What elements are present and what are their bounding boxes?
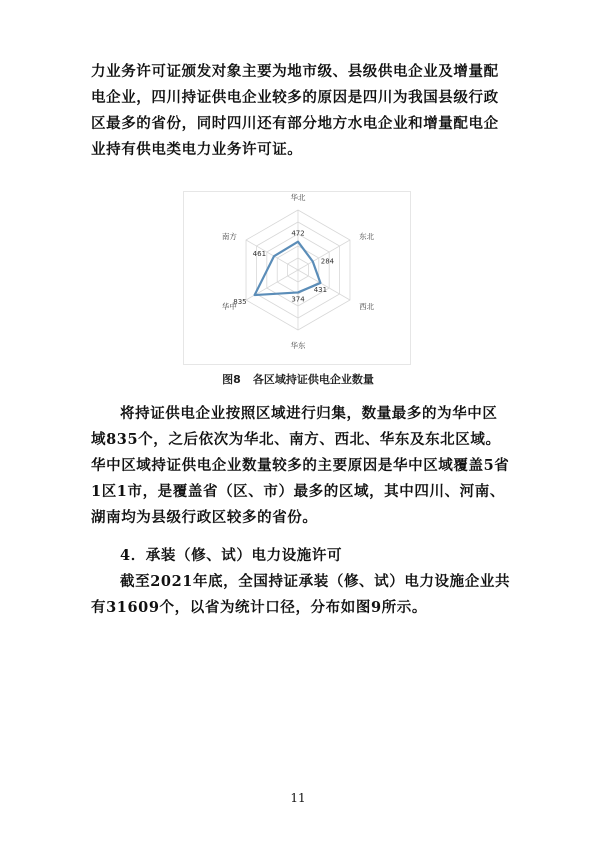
figure-caption bbox=[0, 371, 596, 387]
grid-spoke bbox=[298, 240, 350, 270]
axis-label: 华东 bbox=[290, 341, 306, 350]
paragraph-installation: 截至2021年底，全国持证承装（修、试）电力设施企业共有31609个，以省为统计口径，分布如图9所示。 bbox=[91, 573, 511, 616]
data-label: 472 bbox=[291, 229, 305, 238]
data-label: 284 bbox=[320, 257, 335, 266]
axis-label: 华北 bbox=[290, 193, 306, 202]
figure-title: 各区域持证供电企业数量 bbox=[252, 373, 374, 386]
radar-chart-svg bbox=[184, 192, 410, 364]
data-label: 835 bbox=[233, 298, 247, 307]
radar-chart bbox=[183, 191, 411, 365]
axis-label: 南方 bbox=[221, 232, 237, 241]
paragraph-intro: 力业务许可证颁发对象主要为地市级、县级供电企业及增量配电企业，四川持证供电企业较多的原因是四川为我国县级行政区最多的省份，同时四川还有部分地方水电企业和增量配电企业持有供电类电力业务许可证。 bbox=[91, 63, 499, 158]
data-label: 374 bbox=[291, 295, 305, 304]
axis-label: 华中 bbox=[221, 302, 237, 311]
figure-number: 图8 bbox=[222, 373, 241, 386]
data-label: 431 bbox=[313, 285, 328, 294]
axis-label: 东北 bbox=[359, 232, 375, 241]
axis-label: 西北 bbox=[359, 302, 375, 311]
paragraph-region-summary: 将持证供电企业按照区域进行归集，数量最多的为华中区域835个，之后依次为华北、南方、西北、华东及东北区域。华中区域持证供电企业数量较多的主要原因是华中区域覆盖5省1区1市，是覆盖省（区、市）最多的区域，其中四川、河南、湖南均为县级行政区较多的省份。 bbox=[91, 405, 510, 526]
data-label: 461 bbox=[252, 250, 267, 259]
section-heading: 4．承装（修、试）电力设施许可 bbox=[120, 547, 343, 564]
page-number: 11 bbox=[290, 791, 306, 805]
